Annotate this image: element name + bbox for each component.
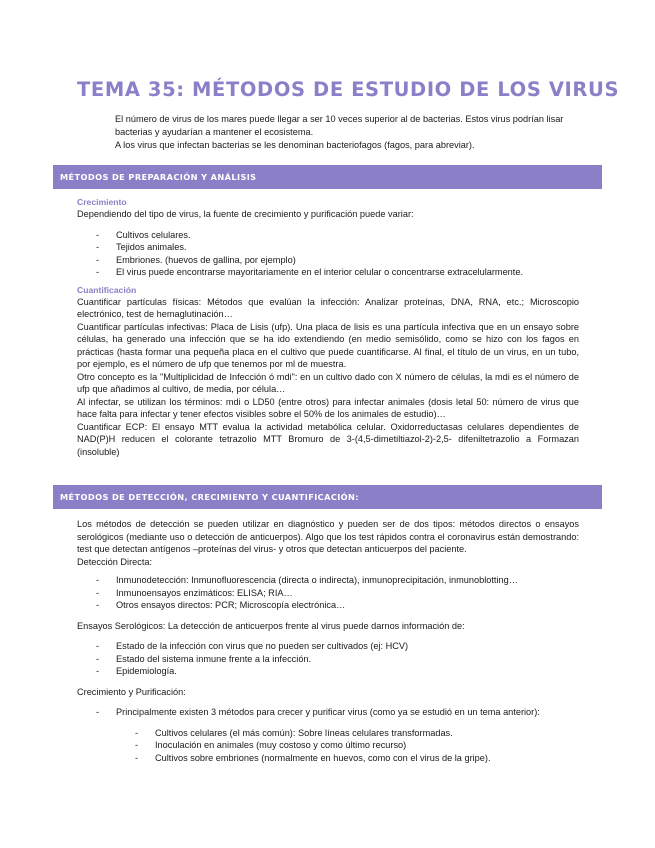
intro-paragraph: El número de virus de los mares puede llegar a ser 10 veces superior al de bacterias. Estos virus podrían lisar bacterias y ayudarían a mantener el ecosistema. (115, 114, 564, 137)
list-item: - Tejidos animales. (77, 241, 579, 254)
list-item: - Epidemiología. (77, 665, 579, 678)
list-item: - Principalmente existen 3 métodos para crecer y purificar virus (como ya se estudió en un tema anterior): (77, 706, 579, 719)
list-item: - Cultivos celulares (el más común): Sobre líneas celulares transformadas. (77, 727, 579, 740)
serologicos-list (77, 640, 579, 678)
intro-block (115, 113, 585, 152)
list-item: - Cultivos sobre embriones (normalmente en huevos, como con el virus de la gripe). (77, 752, 579, 765)
section-header-deteccion: MÉTODOS DE DETECCIÓN, CRECIMIENTO Y CUANTIFICACIÓN: (53, 485, 602, 509)
crecimiento-purificacion-list (77, 706, 579, 719)
paragraph: Cuantificar ECP: El ensayo MTT evalua la actividad metabólica celular. Oxidorreductasas celulares dependientes de NAD(P)H reducen el colorante tetrazolio MTT Bromuro de 3-(4,5-dimetiltiazol-2)-2,5- difeniltetrazolio a Formazan (insoluble) (77, 421, 579, 457)
list-item: - Cultivos celulares. (77, 229, 579, 242)
subheading-crecimiento-purificacion: Crecimiento y Purificación: (77, 686, 186, 697)
paragraph: Al infectar, se utilizan los términos: mdi o LD50 (entre otros) para infectar animales (dosis letal 50: número de virus que hace falta para infectar y tener efectos visibles sobre el 50% de los animales de estudio)… (77, 396, 579, 419)
list-item: - El virus puede encontrarse mayoritariamente en el interior celular o concentrarse extracelularmente. (77, 266, 579, 279)
crecimiento-metodos-sublist (77, 727, 579, 765)
deteccion-directa-list (77, 574, 579, 612)
paragraph: Dependiendo del tipo de virus, la fuente de crecimiento y purificación puede variar: (77, 209, 414, 219)
subheading-deteccion-directa: Detección Directa: (77, 556, 153, 567)
subheading-crecimiento: Crecimiento (77, 197, 127, 207)
list-item: - Inoculación en animales (muy costoso y como último recurso) (77, 739, 579, 752)
list-item: - Otros ensayos directos: PCR; Microscopía electrónica… (77, 599, 579, 612)
crecimiento-list (77, 229, 579, 279)
section-header-preparacion: MÉTODOS DE PREPARACIÓN Y ANÁLISIS (53, 165, 602, 189)
section-preparacion (77, 197, 579, 458)
list-item: - Estado de la infección con virus que no pueden ser cultivados (ej: HCV) (77, 640, 579, 653)
paragraph: Los métodos de detección se pueden utilizar en diagnóstico y pueden ser de dos tipos: métodos directos o ensayos serológicos (mediante uso o detección de anticuerpos). Algo que los test rápidos contra el coronavirus están demostrando: test que detectan antígenos –proteínas del virus- y otros que detectan anticuerpos del paciente. (77, 519, 579, 554)
list-item: - Embriones. (huevos de gallina, por ejemplo) (77, 254, 579, 267)
paragraph: Cuantificar partículas infectivas: Placa de Lisis (ufp). Una placa de lisis es una partícula infectiva que en un ensayo sobre células, ha generado una infección que se ha ido extendiendo (en medio semisólido, como se hizo con los fagos en prácticas (hasta formar una pequeña placa en el cultivo que puede cuantificarse. Al final, el título de un virus, en un tubo, por ejemplo, es el número de ufp que tenemos por ml de muestra. (77, 321, 579, 369)
page-title: TEMA 35: MÉTODOS DE ESTUDIO DE LOS VIRUS (77, 78, 620, 101)
paragraph: Cuantificar partículas físicas: Métodos que evalúan la infección: Analizar proteínas, DNA, RNA, etc.; Microscopio electrónico, test de hemaglutinación… (77, 296, 579, 319)
list-item: - Inmunoensayos enzimáticos: ELISA; RIA… (77, 587, 579, 600)
subheading-cuantificacion: Cuantificación (77, 284, 137, 295)
paragraph: Otro concepto es la "Multiplicidad de Infección ó mdi": en un cultivo dado con X número de células, la mdi es el número de ufp que añadimos al cultivo, de media, por célula… (77, 371, 579, 394)
intro-paragraph: A los virus que infectan bacterias se les denominan bacteriofagos (fagos, para abreviar). (115, 140, 475, 150)
list-item: - Inmunodetección: Inmunofluorescencia (directa o indirecta), inmunoprecipitación, inmunoblotting… (77, 574, 579, 587)
subheading-ensayos-serologicos: Ensayos Serológicos: La detección de anticuerpos frente al virus puede darnos información de: (77, 620, 465, 631)
section-deteccion (77, 518, 579, 764)
list-item: - Estado del sistema inmune frente a la infección. (77, 653, 579, 666)
